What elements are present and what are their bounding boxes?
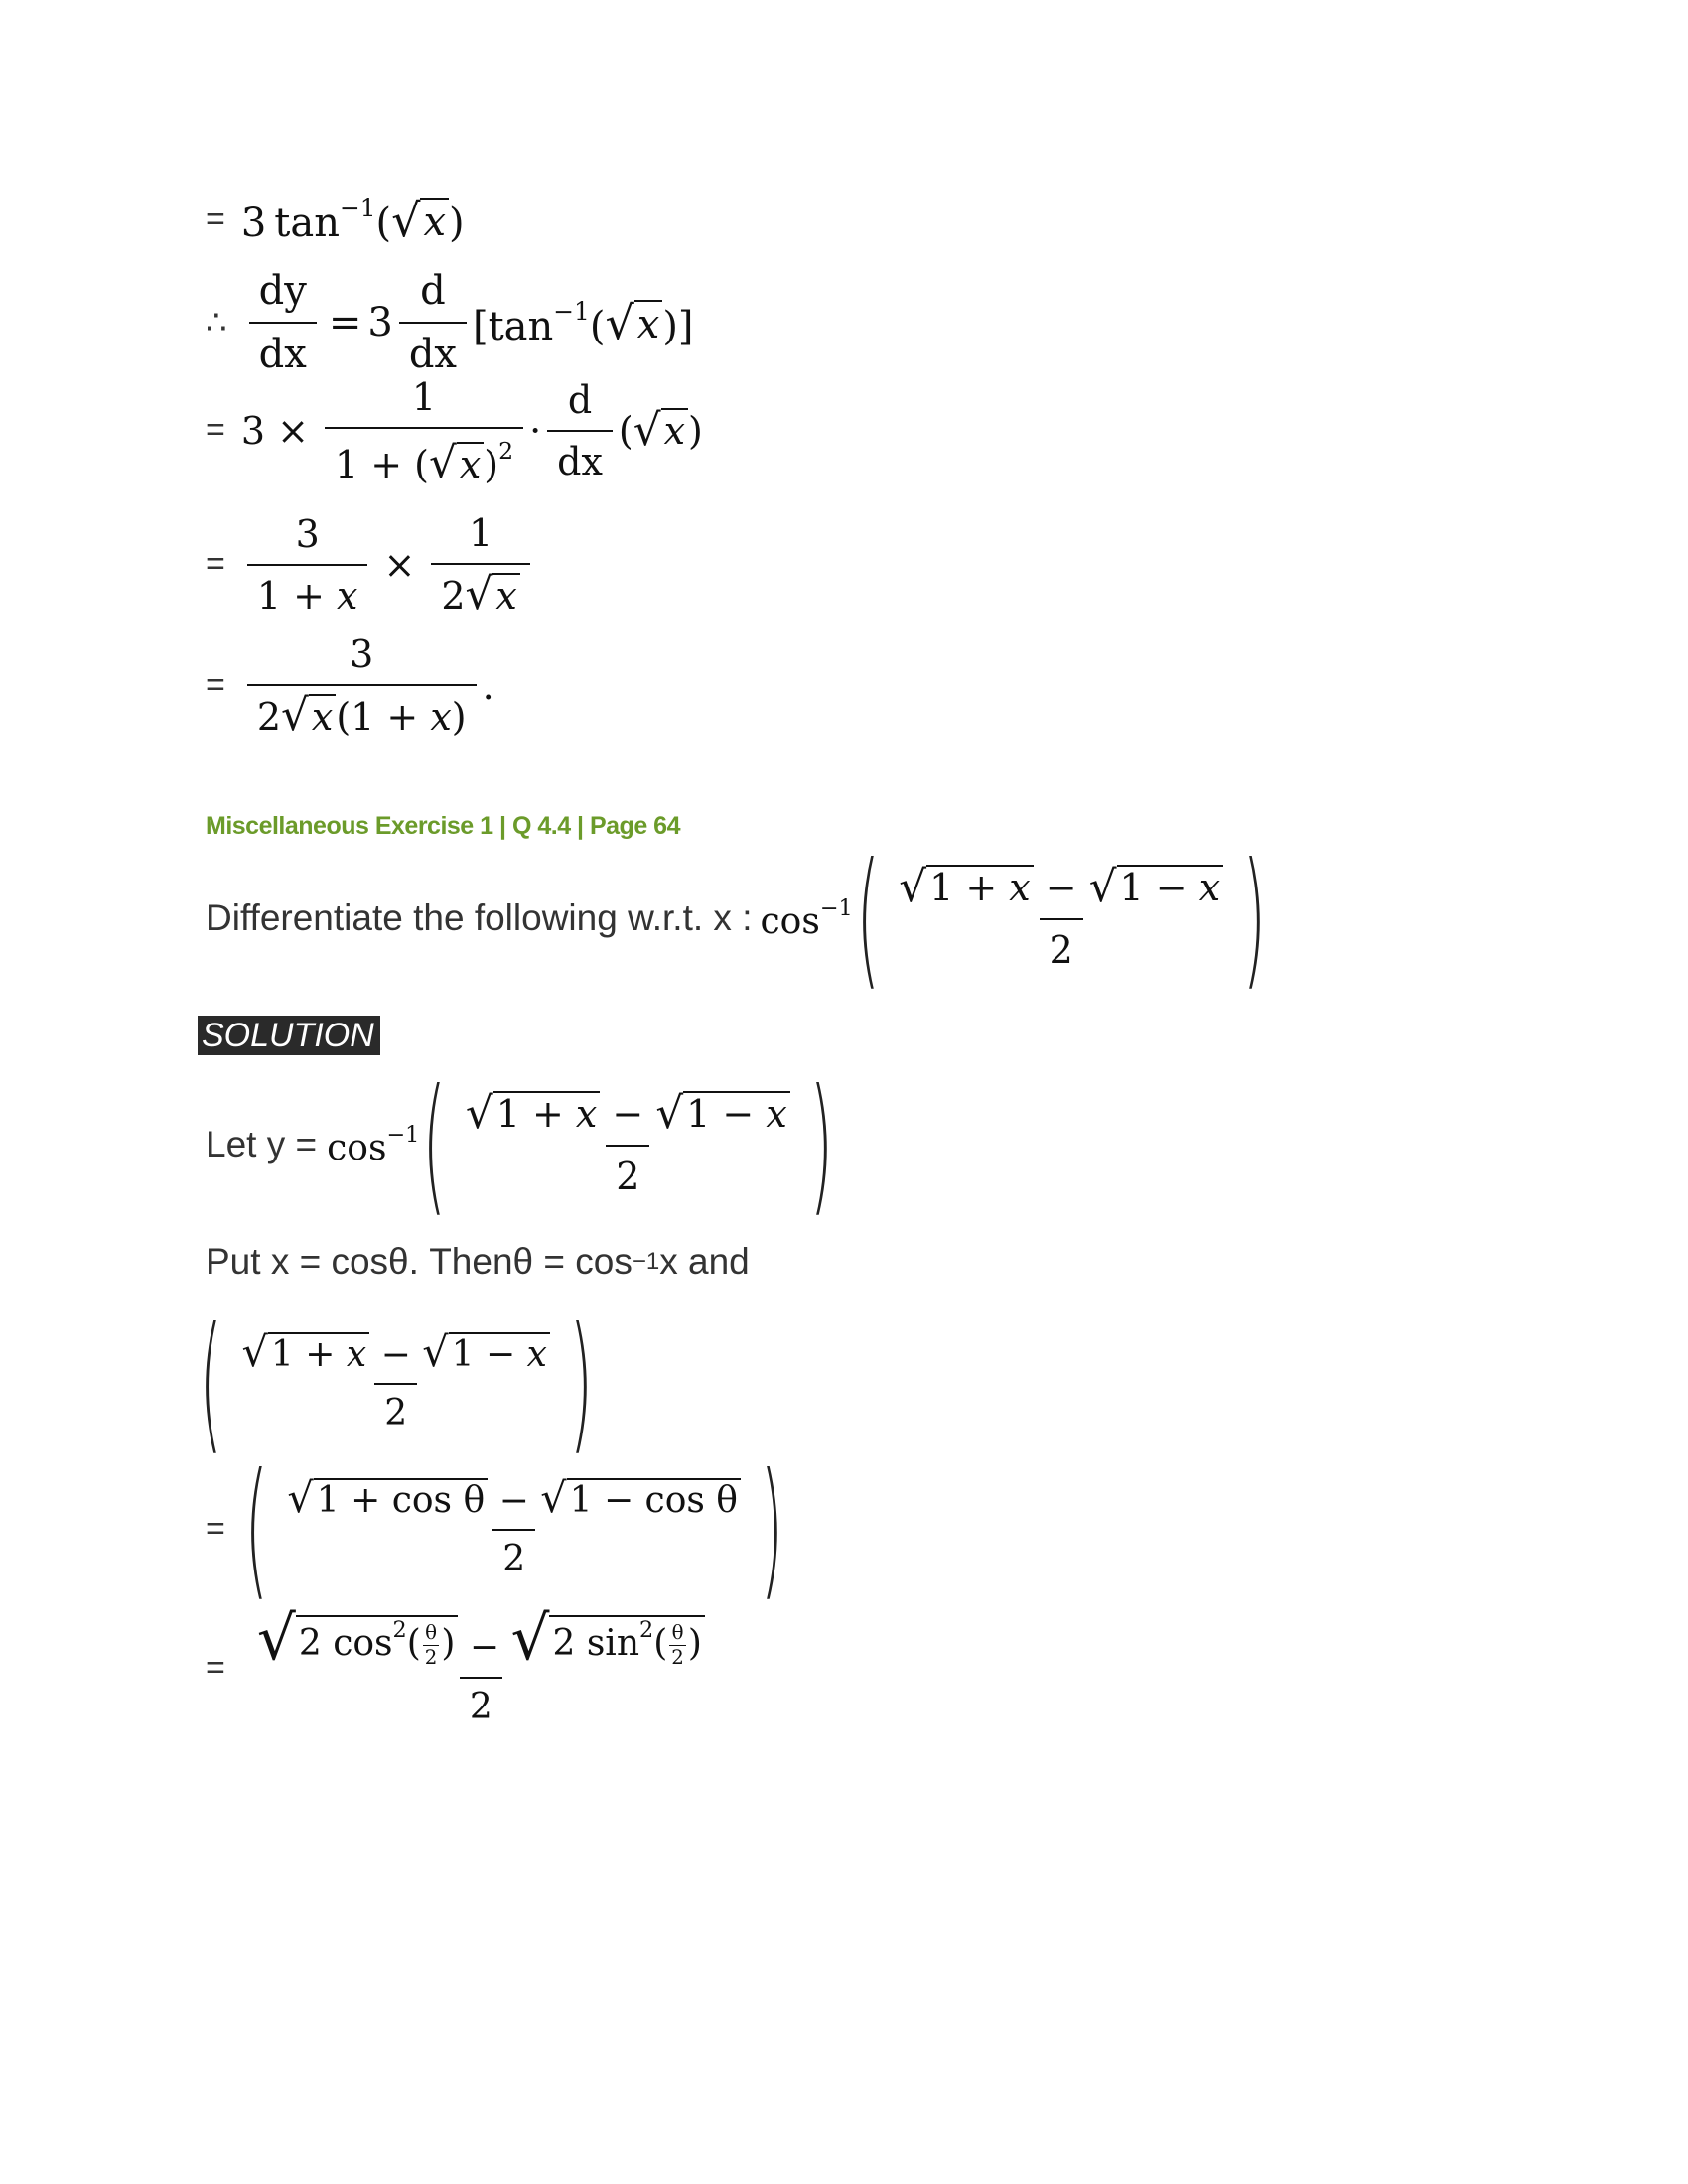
identity-line-3: = √ 2 $\cos^2$( $\frac{\theta}{2}$ ) − √ 2 $\sin^2$( $\frac{\theta}{2}$ ) 2 bbox=[206, 1608, 721, 1727]
solution-label: SOLUTION bbox=[198, 1016, 380, 1055]
identity-line-1: ( √ 1 + x − √ 1 − x 2 ) bbox=[199, 1297, 593, 1469]
step-line-4: = $\frac{3}{1 + x}$ × 1 2 √ x bbox=[206, 511, 536, 617]
question-reference[interactable]: Miscellaneous Exercise 1 | Q 4.4 | Page 64 bbox=[206, 812, 680, 840]
question-prompt: Differentiate the following w.r.t. x : bbox=[206, 897, 753, 938]
identity-line-2: = ( √ 1 + cos θ − √ 1 − cos θ 2 ) bbox=[206, 1442, 783, 1615]
let-line: Let y = $\cos^{-1}$ ( √ 1 + x − √ 1 − x 2 ) bbox=[206, 1058, 833, 1231]
step-line-1: = 3 $\tan^{-1}$( √ x ) bbox=[206, 193, 465, 247]
step-line-2: ∴ $\frac{dy}{dx}$ = 3 $\frac{d}{dx}$ [$\tan^{-1}$( √ x )] bbox=[206, 268, 694, 377]
step-line-3: = 3 × 1 1 + ( √ x )$^2$ · $\frac{d}{dx}$ ( √ x ) bbox=[206, 375, 703, 488]
put-line: Put x = cosθ. Thenθ = cos −1 x and bbox=[206, 1241, 750, 1282]
question-line: Differentiate the following w.r.t. x : $\cos^{-1}$ ( √ 1 + x − √ 1 − x 2 ) bbox=[206, 832, 1267, 1005]
step-line-5: = 3 2 √ x (1 + x) . bbox=[206, 632, 494, 742]
let-text: Let y = bbox=[206, 1124, 318, 1164]
